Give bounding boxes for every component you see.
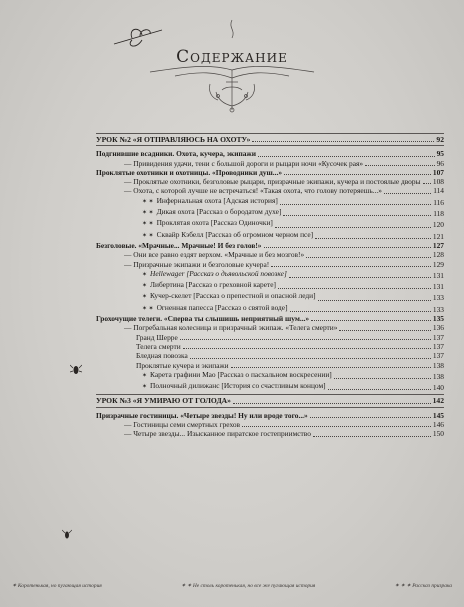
table-of-contents bbox=[96, 131, 444, 439]
lesson-heading[interactable] bbox=[96, 394, 444, 407]
toc-entry[interactable] bbox=[96, 196, 444, 207]
toc-entry[interactable] bbox=[96, 291, 444, 302]
dot-leader bbox=[252, 141, 434, 142]
page-number: 137 bbox=[432, 351, 444, 361]
legend-item-2: ✶ ✶ Не столь коротенькая, но все же пугающая история bbox=[181, 583, 316, 589]
star-icon: ✶ ✶ bbox=[142, 198, 154, 205]
entry-title: ✶ ✶ Сквайр Кэбелл [Рассказ об огромном черном псе] bbox=[142, 229, 314, 239]
toc-entry[interactable] bbox=[96, 381, 444, 392]
toc-entry[interactable] bbox=[96, 303, 444, 314]
entry-title: ✶ ✶ Огненная папесса [Рассказ о святой воде] bbox=[142, 302, 288, 312]
star-icon: ✶ ✶ ✶ bbox=[394, 583, 411, 589]
page-number: 92 bbox=[436, 135, 444, 144]
dot-leader bbox=[258, 156, 435, 157]
page-number: 120 bbox=[432, 220, 444, 230]
dot-leader bbox=[339, 330, 430, 331]
legend-footer bbox=[12, 583, 452, 589]
toc-entry[interactable] bbox=[96, 420, 444, 429]
entry-title: УРОК №3 «Я УМИРАЮ ОТ ГОЛОДА» bbox=[96, 396, 231, 406]
entry-title: Проклятые кучера и экипажи bbox=[136, 360, 229, 370]
page-number: 108 bbox=[432, 177, 444, 187]
toc-entry[interactable] bbox=[96, 207, 444, 218]
page-number: 150 bbox=[432, 429, 444, 439]
page-number: 138 bbox=[432, 360, 444, 370]
legend-item-1: ✶ Коротенькая, но пугающая история bbox=[12, 583, 102, 589]
star-icon: ✶ bbox=[142, 283, 148, 290]
dot-leader bbox=[275, 227, 431, 228]
dot-leader bbox=[365, 165, 434, 166]
toc-entry[interactable] bbox=[96, 323, 444, 332]
toc-entry[interactable] bbox=[96, 269, 444, 280]
toc-entry[interactable] bbox=[96, 186, 444, 195]
entry-title: ✶ ✶ Дикая охота [Рассказ о бородатом духе] bbox=[142, 207, 282, 217]
entry-title: Гранд Шерре bbox=[136, 332, 178, 342]
legend-item-3: ✶ ✶ ✶ Рассказ призрака bbox=[394, 583, 452, 589]
page-number: 142 bbox=[432, 396, 444, 406]
beetle-icon bbox=[70, 362, 82, 376]
page-number: 129 bbox=[432, 259, 444, 269]
dot-leader bbox=[183, 348, 431, 349]
entry-title: — Привидения удачи, тени с большой дороги и рыцари ночи «Кусочек рая» bbox=[124, 158, 364, 168]
page-number: 114 bbox=[433, 186, 444, 196]
entry-title: — Охота, с которой лучше не встречаться! «Такая охота, что голову потеряешь...» bbox=[124, 186, 382, 196]
section-heading[interactable] bbox=[96, 241, 444, 250]
dragonfly-icon bbox=[114, 29, 162, 46]
star-icon: ✶ bbox=[142, 372, 148, 379]
page-number: 116 bbox=[433, 197, 444, 207]
page-number: 137 bbox=[432, 332, 444, 342]
entry-title: ✶ Карета графини Мао [Рассказ о пасхальном воскресении] bbox=[142, 369, 332, 379]
page-number: 136 bbox=[432, 323, 444, 333]
toc-entry[interactable] bbox=[96, 351, 444, 360]
dot-leader bbox=[289, 277, 431, 278]
star-icon: ✶ bbox=[142, 294, 148, 301]
section-heading[interactable] bbox=[96, 314, 444, 323]
dot-leader bbox=[280, 204, 431, 205]
dot-leader bbox=[190, 358, 431, 359]
entry-title: — Проклятые охотники, безголовые рыцари, призрачные экипажи, кучера и постоялые дворы bbox=[124, 177, 421, 187]
entry-title: ✶ ✶ Инфернальная охота [Адская история] bbox=[142, 195, 278, 205]
entry-title: — Призрачные экипажи и безголовые кучера! bbox=[124, 259, 270, 269]
entry-title: Грохочущие телеги. «Сперва ты слышишь неприятный шум...» bbox=[96, 314, 310, 324]
toc-entry[interactable] bbox=[96, 177, 444, 186]
page-number: 133 bbox=[432, 293, 444, 303]
page-number: 96 bbox=[436, 158, 444, 168]
dot-leader bbox=[278, 288, 431, 289]
page-number: 135 bbox=[432, 314, 444, 324]
entry-title: УРОК №2 «Я ОТПРАВЛЯЮСЬ НА ОХОТУ» bbox=[96, 135, 251, 144]
toc-entry[interactable] bbox=[96, 218, 444, 229]
page-title: Содержание bbox=[176, 47, 288, 67]
star-icon: ✶ bbox=[142, 271, 148, 278]
page-number: 128 bbox=[432, 250, 444, 260]
section-heading[interactable] bbox=[96, 149, 444, 158]
entry-title: — Они все равно ездят верхом. «Мрачные и без мозгов!» bbox=[124, 250, 305, 260]
entry-title: ✶ ✶ Проклятая охота [Рассказ Одиночки] bbox=[142, 218, 273, 228]
dot-leader bbox=[306, 257, 431, 258]
page-number: 131 bbox=[432, 282, 444, 292]
page-number: 95 bbox=[436, 149, 444, 159]
dot-leader bbox=[284, 174, 431, 175]
dot-leader bbox=[290, 311, 431, 312]
toc-entry[interactable] bbox=[96, 361, 444, 370]
entry-title: Призрачные гостиницы. «Четыре звезды! Ну или вроде того...» bbox=[96, 410, 308, 420]
dot-leader bbox=[311, 320, 431, 321]
dot-leader bbox=[334, 378, 431, 379]
page-number: 137 bbox=[432, 341, 444, 351]
page-number: 107 bbox=[432, 167, 444, 177]
page-number: 145 bbox=[432, 410, 444, 420]
dot-leader bbox=[231, 367, 431, 368]
dot-leader bbox=[233, 403, 431, 404]
toc-entry[interactable] bbox=[96, 342, 444, 351]
dot-leader bbox=[318, 300, 431, 301]
star-icon: ✶ ✶ bbox=[142, 305, 154, 312]
page-number: 131 bbox=[432, 270, 444, 280]
star-icon: ✶ bbox=[142, 384, 148, 391]
entry-title: ✶ Кучер-скелет [Рассказ о препестной и опасной леди] bbox=[142, 291, 316, 301]
entry-title: Безголовые. «Мрачные... Мрачные! И без голов!» bbox=[96, 240, 262, 250]
dot-leader bbox=[264, 247, 431, 248]
dot-leader bbox=[384, 193, 431, 194]
beetle-icon bbox=[62, 528, 72, 540]
dot-leader bbox=[315, 238, 431, 239]
toc-entry[interactable] bbox=[96, 370, 444, 381]
entry-title: — Четыре звезды... Изысканное пиратское гостеприимство bbox=[124, 429, 311, 439]
dot-leader bbox=[180, 339, 431, 340]
entry-title: ✶ Полночный дилижанс [История со счастливым концом] bbox=[142, 381, 326, 391]
page-number: 138 bbox=[432, 371, 444, 381]
dot-leader bbox=[283, 215, 431, 216]
toc-entry[interactable] bbox=[96, 429, 444, 438]
section-heading[interactable] bbox=[96, 411, 444, 420]
entry-title: — Гостиницы семи смертных грехов bbox=[124, 420, 241, 430]
toc-entry[interactable] bbox=[96, 250, 444, 259]
toc-entry[interactable] bbox=[96, 280, 444, 291]
section-heading[interactable] bbox=[96, 168, 444, 177]
toc-entry[interactable] bbox=[96, 230, 444, 241]
toc-entry[interactable] bbox=[96, 260, 444, 269]
entry-title: Проклятые охотники и охотницы. «Проводники душ...» bbox=[96, 167, 283, 177]
entry-title: Бледная повозка bbox=[136, 351, 188, 361]
entry-title: — Погребальная колесница и призрачный экипаж. «Телега смерти» bbox=[124, 323, 338, 333]
lesson-heading[interactable] bbox=[96, 133, 444, 146]
entry-title: ✶ Либертина [Рассказ о греховной карете] bbox=[142, 280, 276, 290]
dot-leader bbox=[271, 266, 431, 267]
star-icon: ✶ ✶ bbox=[142, 210, 154, 217]
entry-title: Телега смерти bbox=[136, 341, 181, 351]
dot-leader bbox=[310, 417, 431, 418]
page-number: 133 bbox=[432, 304, 444, 314]
page-number: 121 bbox=[432, 231, 444, 241]
star-icon: ✶ bbox=[12, 583, 17, 589]
toc-entry[interactable] bbox=[96, 159, 444, 168]
dot-leader bbox=[242, 426, 431, 427]
page-number: 118 bbox=[433, 209, 444, 219]
star-icon: ✶ ✶ bbox=[142, 221, 154, 228]
entry-title: Подгнившие всадники. Охота, кучера, экипажи bbox=[96, 149, 257, 159]
star-icon: ✶ ✶ bbox=[181, 583, 192, 589]
page-number: 146 bbox=[432, 420, 444, 430]
dot-leader bbox=[423, 183, 431, 184]
star-icon: ✶ ✶ bbox=[142, 232, 154, 239]
dot-leader bbox=[313, 436, 431, 437]
page-number: 127 bbox=[432, 240, 444, 250]
entry-title: ✶ Hellewager [Рассказ о дьявольской повозке] bbox=[142, 268, 287, 278]
dot-leader bbox=[328, 389, 431, 390]
toc-entry[interactable] bbox=[96, 333, 444, 342]
page-number: 140 bbox=[432, 383, 444, 393]
